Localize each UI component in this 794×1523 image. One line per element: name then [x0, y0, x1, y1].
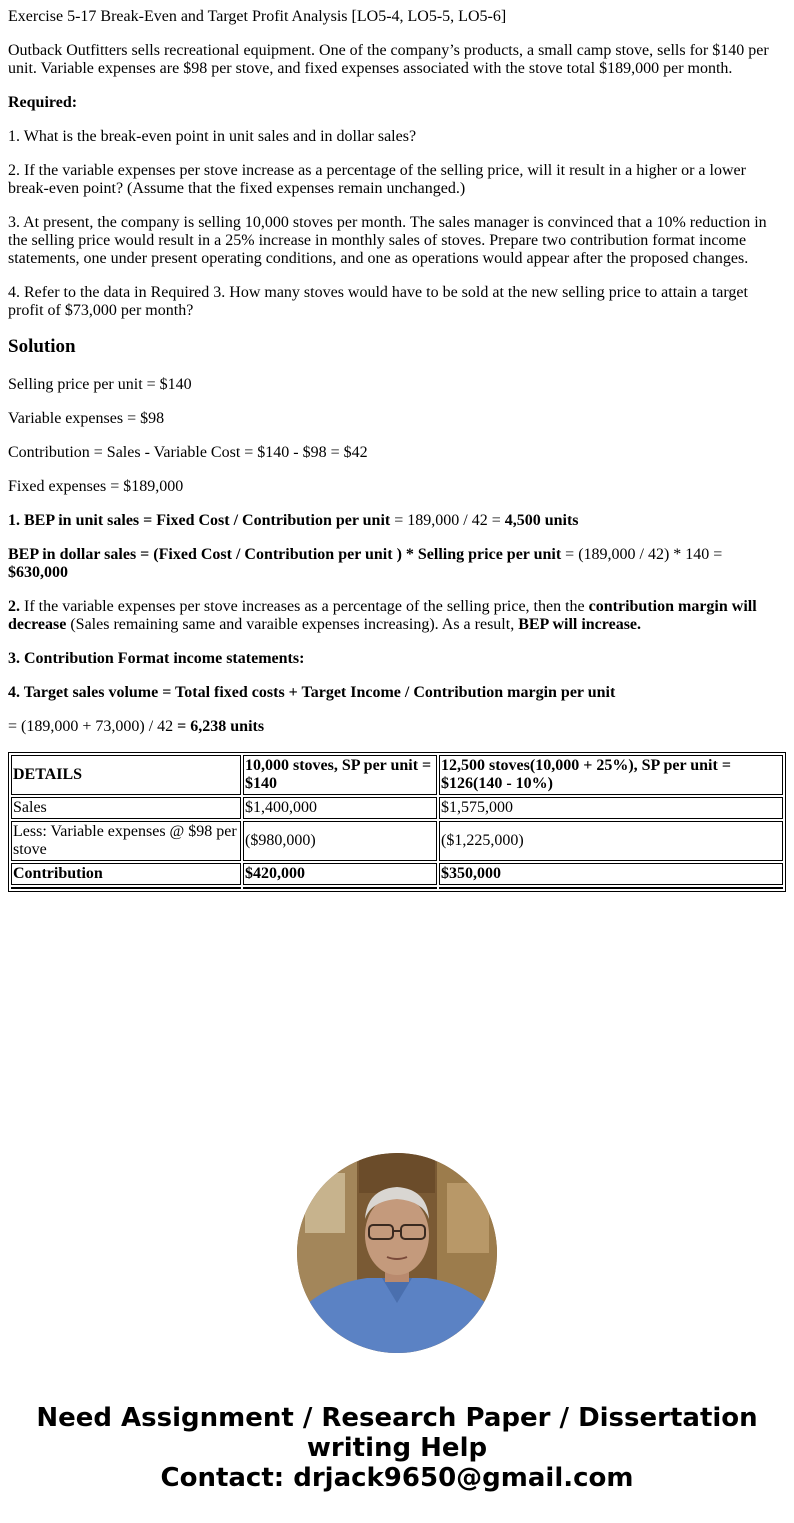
table-row	[11, 821, 783, 861]
author-avatar	[297, 1153, 497, 1353]
table-empty-row	[11, 887, 783, 889]
table-row	[11, 863, 783, 885]
answer-3: 3. Contribution Format income statements:	[8, 650, 305, 667]
selling-price-line: Selling price per unit = $140	[8, 376, 192, 393]
table-cell: $350,000	[439, 863, 783, 885]
table-cell: $420,000	[243, 863, 437, 885]
bep-units-line: 1. BEP in unit sales = Fixed Cost / Contribution per unit = 189,000 / 42 = 4,500 units	[8, 512, 579, 529]
ad-line-1: Need Assignment / Research Paper / Dissertation writing Help	[36, 1403, 758, 1463]
table-cell: ($980,000)	[243, 821, 437, 861]
table-cell: Sales	[11, 797, 241, 819]
ad-contact-line: Contact: drjack9650@gmail.com	[160, 1463, 634, 1493]
question-2: 2. If the variable expenses per stove increase as a percentage of the selling price, will it result in a higher or a lower break-even point? (Assume that the fixed expenses remain unchanged.)	[8, 162, 746, 197]
answer-4-formula: 4. Target sales volume = Total fixed costs + Target Income / Contribution margin per unit	[8, 684, 616, 701]
table-header-row	[11, 755, 783, 795]
required-label: Required:	[8, 94, 78, 111]
table-cell: Contribution	[11, 863, 241, 885]
avatar-portrait-image	[297, 1153, 497, 1353]
solution-heading: Solution	[8, 336, 76, 357]
table-cell	[243, 887, 437, 889]
table-header-cell: 10,000 stoves, SP per unit = $140	[243, 755, 437, 795]
table-header-cell: DETAILS	[11, 755, 241, 795]
table-header-cell: 12,500 stoves(10,000 + 25%), SP per unit = $126(140 - 10%)	[439, 755, 783, 795]
answer-4-result: = (189,000 + 73,000) / 42 = 6,238 units	[8, 718, 265, 735]
advertisement-banner	[0, 1403, 794, 1493]
income-statement-table	[8, 752, 786, 892]
question-4: 4. Refer to the data in Required 3. How many stoves would have to be sold at the new selling price to attain a target profit of $73,000 per month?	[8, 284, 748, 319]
table-row	[11, 797, 783, 819]
table-cell: $1,575,000	[439, 797, 783, 819]
question-3: 3. At present, the company is selling 10,000 stoves per month. The sales manager is convinced that a 10% reduction in the selling price would result in a 25% increase in monthly sales of stoves. Prepare two contribution format income statements, one under present operating conditions, and one as operations would appear after the proposed changes.	[8, 214, 767, 267]
exercise-title: Exercise 5-17 Break-Even and Target Profit Analysis [LO5-4, LO5-5, LO5-6]	[8, 8, 507, 25]
table-cell: Less: Variable expenses @ $98 per stove	[11, 821, 241, 861]
table-cell: $1,400,000	[243, 797, 437, 819]
table-cell: ($1,225,000)	[439, 821, 783, 861]
bep-dollars-line: BEP in dollar sales = (Fixed Cost / Contribution per unit ) * Selling price per unit = (189,000 / 42) * 140 = $630,000	[8, 546, 723, 581]
variable-expenses-line: Variable expenses = $98	[8, 410, 165, 427]
exercise-intro: Outback Outfitters sells recreational equipment. One of the company’s products, a small camp stove, sells for $140 per unit. Variable expenses are $98 per stove, and fixed expenses associated with the stove total $189,000 per month.	[8, 42, 769, 77]
contribution-line: Contribution = Sales - Variable Cost = $140 - $98 = $42	[8, 444, 368, 461]
fixed-expenses-line: Fixed expenses = $189,000	[8, 478, 184, 495]
table-cell	[11, 887, 241, 889]
table-cell	[439, 887, 783, 889]
question-1: 1. What is the break-even point in unit sales and in dollar sales?	[8, 128, 417, 145]
answer-2: 2. If the variable expenses per stove increases as a percentage of the selling price, then the contribution margin will decrease (Sales remaining same and varaible expenses increasing). As a result, BEP will increase.	[8, 598, 757, 633]
